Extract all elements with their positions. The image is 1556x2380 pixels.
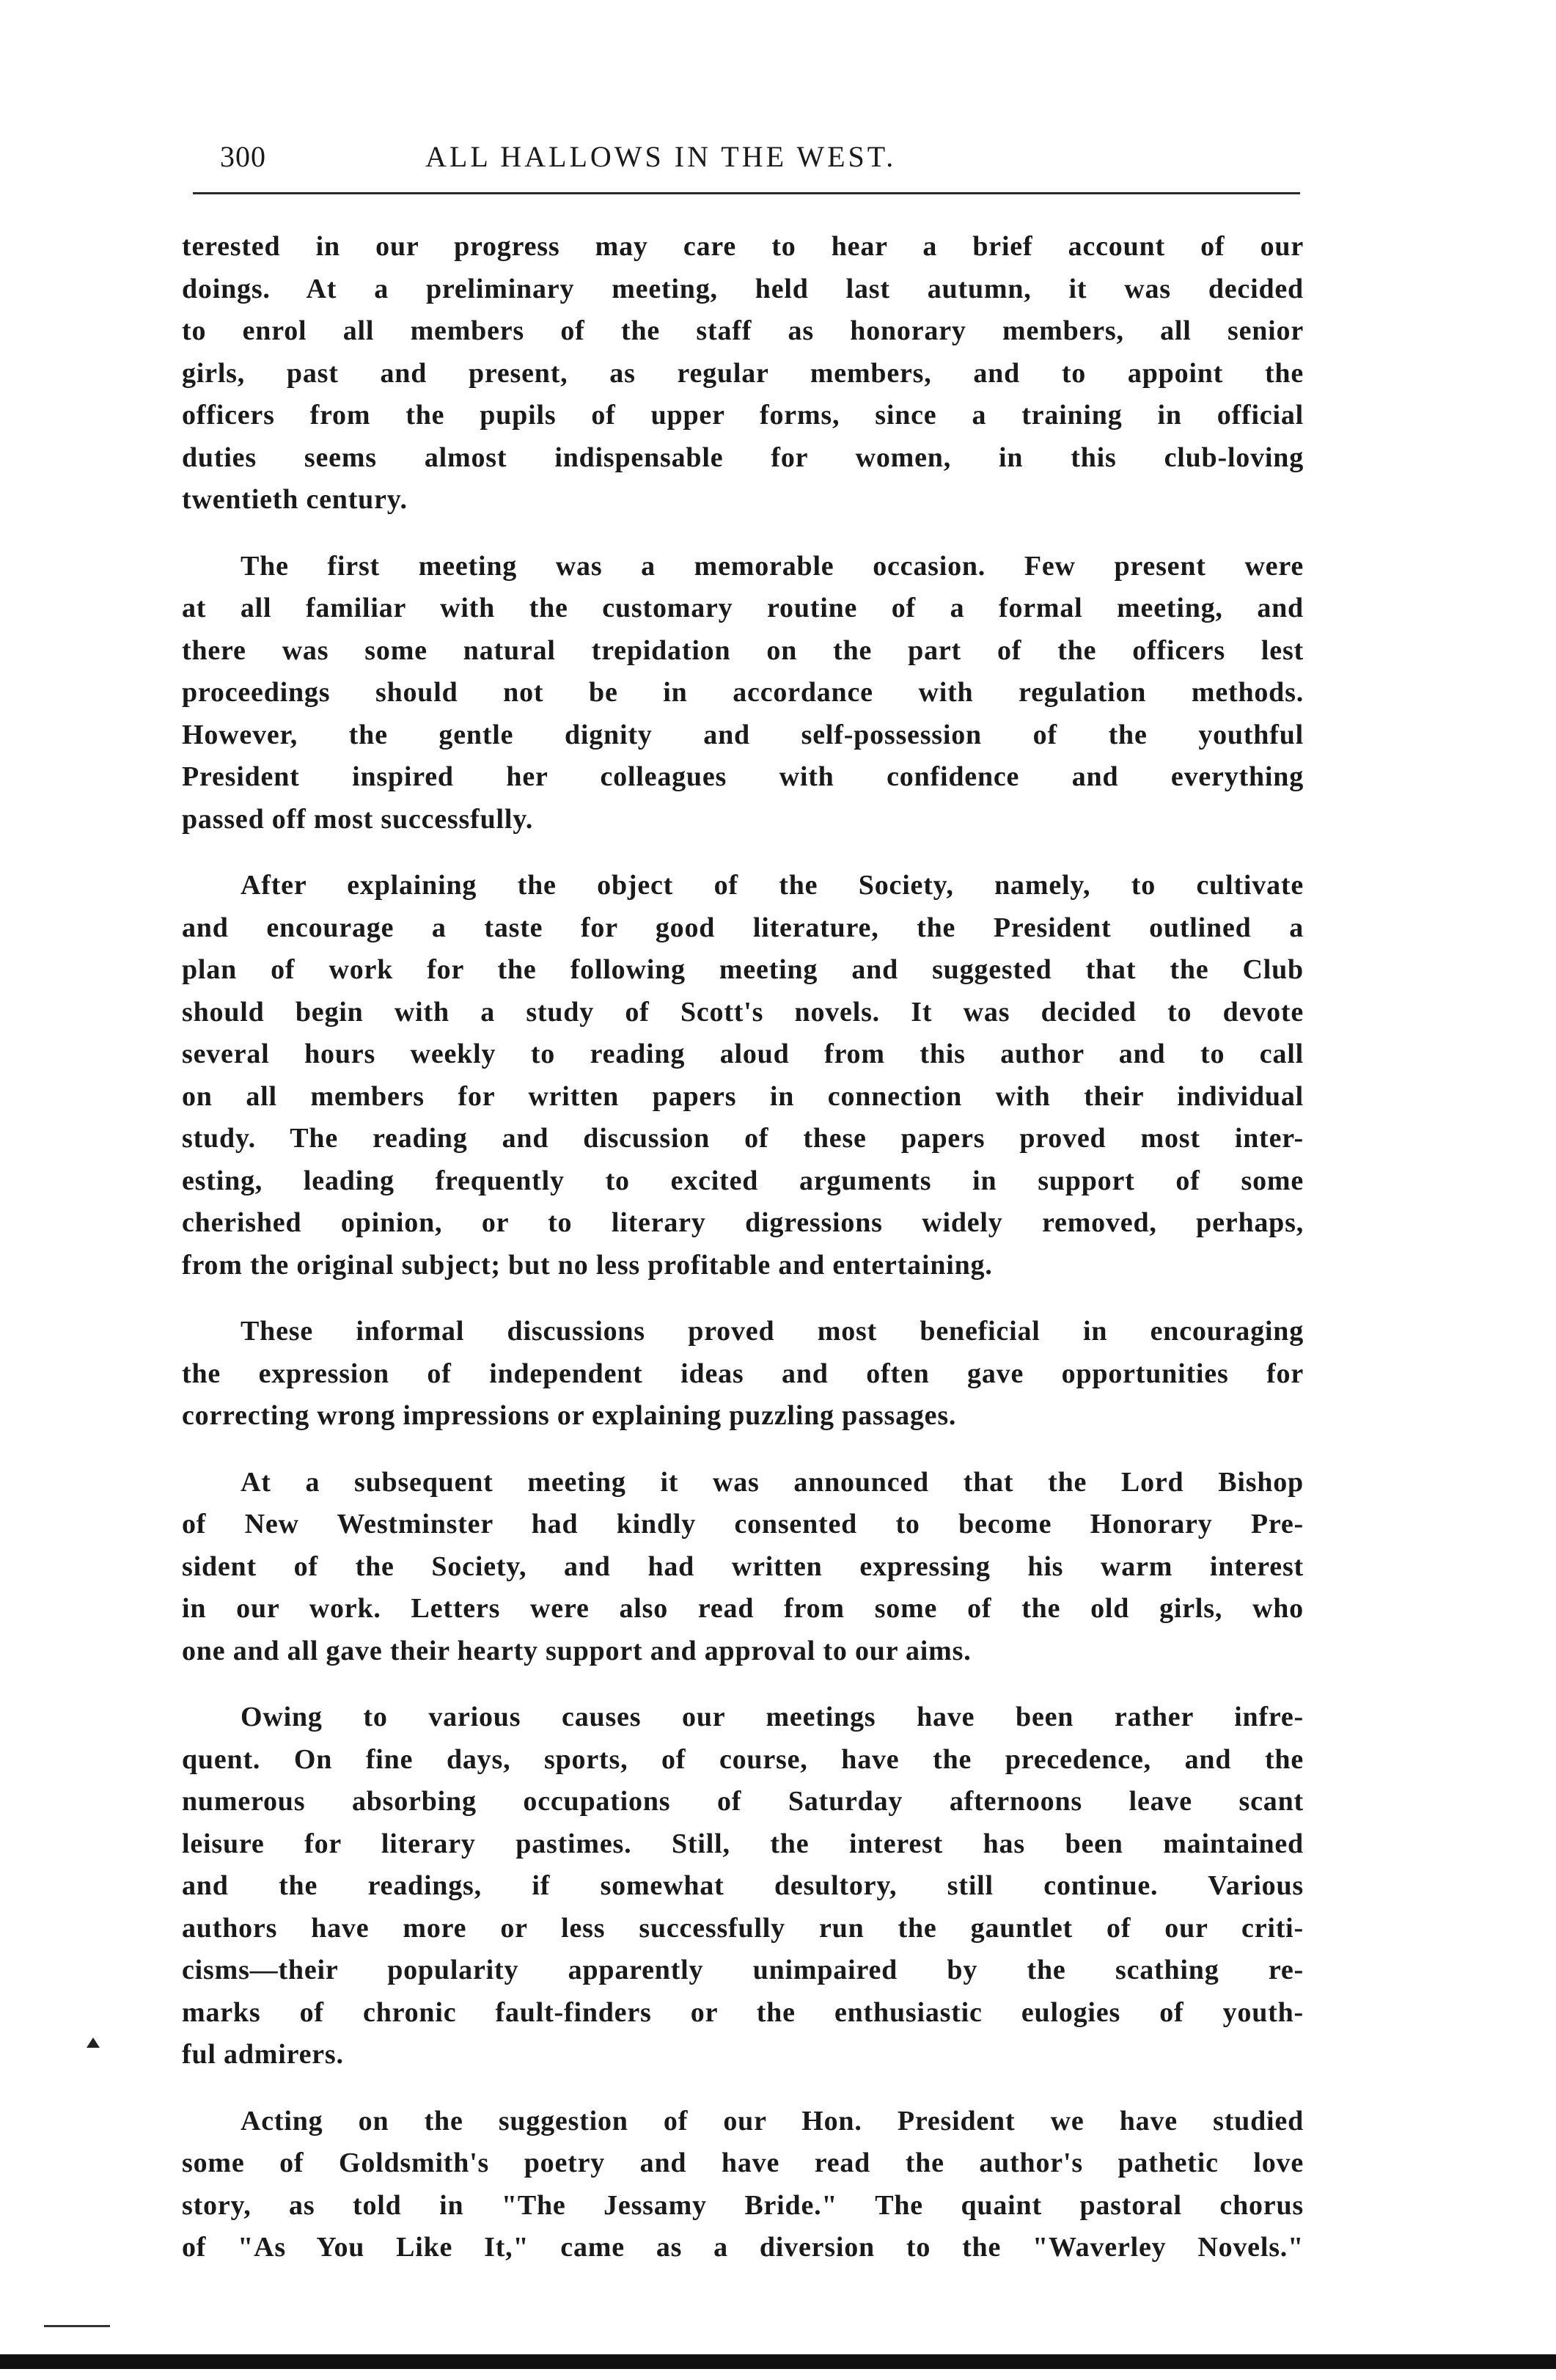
text-line: ful admirers. [182,2039,344,2070]
text-line: several hours weekly to reading aloud from this author and to call [182,1039,1304,1069]
text-line: there was some natural trepidation on the part of the officers lest [182,634,1304,666]
text-line: from the original subject; but no less profitable and entertaining. [182,1249,993,1281]
text-line: and encourage a taste for good literature, the President outlined a [182,912,1304,943]
text-line: doings. At a preliminary meeting, held last autumn, it was decided [182,273,1304,304]
text-line: cisms—their popularity apparently unimpaired by the scathing re- [182,1955,1304,1985]
text-line: duties seems almost indispensable for women, in this club-loving [182,442,1304,473]
text-line: of New Westminster had kindly consented to become Honorary Pre- [182,1509,1304,1539]
text-line: to enrol all members of the staff as honorary members, all senior [182,315,1304,346]
paragraph [182,1696,1304,2076]
text-line: plan of work for the following meeting and suggested that the Club [182,954,1304,985]
text-line: should begin with a study of Scott's novels. It was decided to devote [182,996,1304,1028]
text-line: girls, past and present, as regular members, and to appoint the [182,357,1304,389]
scan-edge-band [0,2354,1556,2369]
footer-rule [44,2325,110,2327]
page-number: 300 [220,140,266,173]
text-line: At a subsequent meeting it was announced that the Lord Bishop [241,1466,1304,1498]
text-line: and the readings, if somewhat desultory, still continue. Various [182,1870,1304,1901]
body-text [182,226,1304,2293]
text-line: These informal discussions proved most beneficial in encouraging [241,1316,1304,1347]
text-line: esting, leading frequently to excited arguments in support of some [182,1165,1304,1196]
text-line: numerous absorbing occupations of Saturday afternoons leave scant [182,1786,1304,1817]
text-line: Acting on the suggestion of our Hon. President we have studied [241,2105,1304,2136]
text-line: in our work. Letters were also read from some of the old girls, who [182,1593,1304,1624]
text-line: terested in our progress may care to hear a brief account of our [182,231,1304,262]
text-line: However, the gentle dignity and self-possession of the youthful [182,719,1304,750]
text-line: The first meeting was a memorable occasion. Few present were [241,550,1304,582]
text-line: one and all gave their hearty support and approval to our aims. [182,1635,972,1666]
header-rule [193,192,1300,194]
text-line: President inspired her colleagues with confidence and everything [182,761,1304,792]
text-line: some of Goldsmith's poetry and have read the author's pathetic love [182,2148,1304,2178]
text-line: the expression of independent ideas and often gave opportunities for [182,1358,1304,1389]
paragraph [182,226,1304,521]
paragraph [182,2101,1304,2269]
text-line: quent. On fine days, sports, of course, have the precedence, and the [182,1743,1304,1775]
running-title: ALL HALLOWS IN THE WEST. [425,140,897,173]
text-line: officers from the pupils of upper forms, since a training in official [182,400,1304,431]
text-line: sident of the Society, and had written expressing his warm interest [182,1550,1304,1582]
paragraph [182,1462,1304,1673]
stray-mark [87,2037,100,2048]
text-line: cherished opinion, or to literary digressions widely removed, perhaps, [182,1207,1304,1238]
text-line: twentieth century. [182,484,408,515]
text-line: passed off most successfully. [182,803,534,835]
text-line: marks of chronic fault-finders or the enthusiastic eulogies of youth- [182,1996,1304,2028]
text-line: After explaining the object of the Society, namely, to cultivate [241,870,1304,901]
text-line: correcting wrong impressions or explaining puzzling passages. [182,1400,957,1431]
text-line: at all familiar with the customary routine of a formal meeting, and [182,593,1304,623]
text-line: leisure for literary pastimes. Still, the interest has been maintained [182,1828,1304,1859]
paragraph [182,1311,1304,1438]
text-line: on all members for written papers in connection with their individual [182,1080,1304,1112]
paragraph [182,546,1304,841]
text-line: Owing to various causes our meetings have been rather infre- [241,1702,1304,1732]
text-line: study. The reading and discussion of these papers proved most inter- [182,1123,1304,1154]
paragraph [182,865,1304,1286]
text-line: authors have more or less successfully run the gauntlet of our criti- [182,1912,1304,1944]
text-line: proceedings should not be in accordance with regulation methods. [182,677,1304,708]
running-head [176,139,1305,191]
text-line: of "As You Like It," came as a diversion to the "Waverley Novels." [182,2232,1304,2263]
text-line: story, as told in "The Jessamy Bride." The quaint pastoral chorus [182,2189,1304,2221]
